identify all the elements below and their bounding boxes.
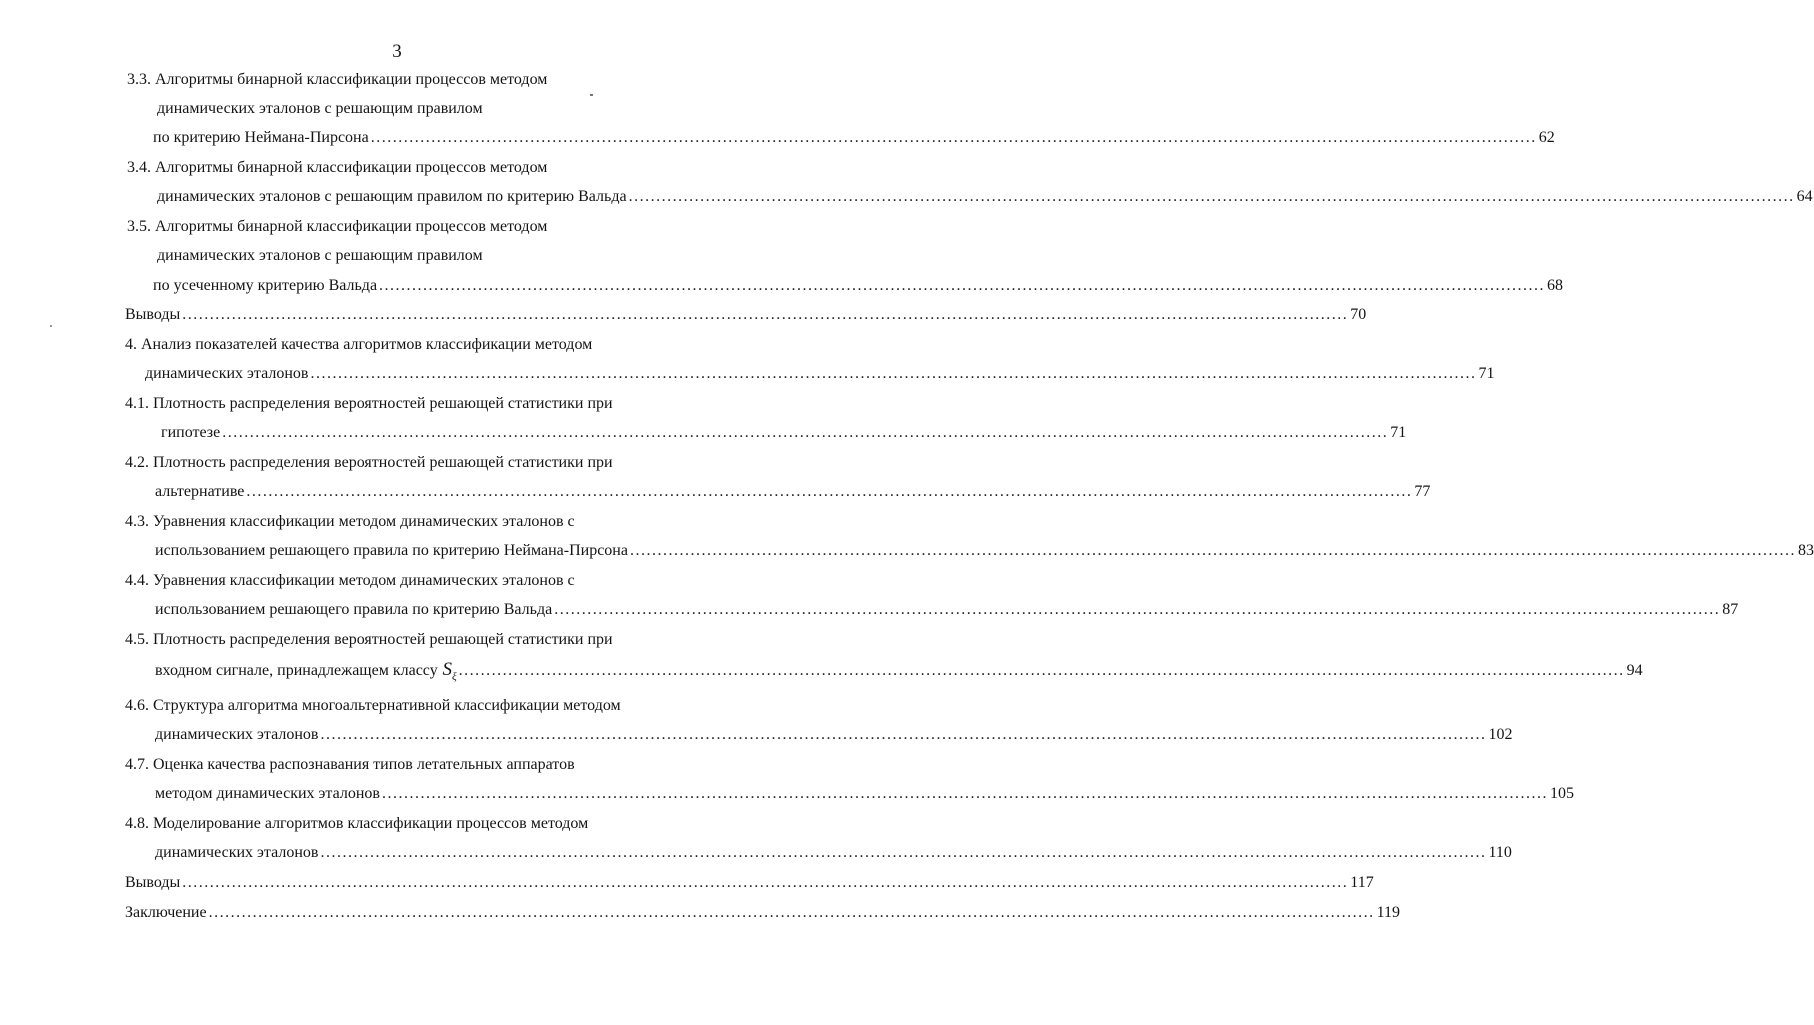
toc-line-4-8-b <box>155 842 1512 864</box>
toc-entry-text: 4.1. Плотность распределения вероятностей решающей статистики при <box>125 395 613 412</box>
toc-entry-text: 4. Анализ показателей качества алгоритмов классификации методом <box>125 336 593 353</box>
toc-page-number: 119 <box>1376 904 1400 921</box>
toc-page-number: 110 <box>1488 844 1512 861</box>
toc-page-number: 94 <box>1626 662 1643 679</box>
toc-page-number: 105 <box>1549 785 1574 802</box>
dot-leader: .................................................................................................................................................................................................................... <box>246 483 1413 500</box>
toc-entry-text: динамических эталонов с решающим правилом <box>157 247 483 264</box>
toc-entry-text: 3.3. Алгоритмы бинарной классификации процессов методом <box>127 71 548 88</box>
class-symbol <box>438 659 457 688</box>
toc-entry-text: по усеченному критерию Вальда <box>153 277 378 294</box>
toc-entry-text: 3.4. Алгоритмы бинарной классификации процессов методом <box>127 159 548 176</box>
toc-entry-text: Выводы <box>125 306 181 323</box>
toc-entry-text: 4.7. Оценка качества распознавания типов летательных аппаратов <box>125 756 575 773</box>
toc-line-4-1-b <box>161 422 1407 444</box>
toc-page-number: 68 <box>1547 277 1564 294</box>
toc-line-3-5-a <box>127 216 547 238</box>
toc-page-number: 71 <box>1390 424 1407 441</box>
class-symbol-subscript: ξ <box>451 671 457 683</box>
toc-line-4-1-a <box>125 393 613 415</box>
toc-line-4-3-a <box>125 511 575 533</box>
toc-page-number: 117 <box>1350 874 1374 891</box>
toc-page-number: 87 <box>1722 601 1739 618</box>
toc-line-zakl <box>125 902 1400 924</box>
dot-leader: .................................................................................................................................................................................................................... <box>628 188 1795 205</box>
toc-line-3-3-b <box>157 98 483 120</box>
scan-speck <box>590 94 593 96</box>
toc-entry-text: методом динамических эталонов <box>155 785 380 802</box>
toc-page-number: 83 <box>1797 542 1814 559</box>
toc-line-vyvody-1 <box>125 304 1367 326</box>
dot-leader: .................................................................................................................................................................................................................... <box>320 726 1487 743</box>
toc-entry-text: альтернативе <box>155 483 245 500</box>
dot-leader: .................................................................................................................................................................................................................... <box>320 844 1487 861</box>
dot-leader: .................................................................................................................................................................................................................... <box>222 424 1389 441</box>
toc-page-number: 64 <box>1796 188 1813 205</box>
toc-line-4-a <box>125 334 592 356</box>
toc-entry-text: использованием решающего правила по критерию Вальда <box>155 601 553 618</box>
toc-line-4-6-a <box>125 695 621 717</box>
toc-entry-text: динамических эталонов <box>145 365 309 382</box>
dot-leader: .................................................................................................................................................................................................................... <box>629 542 1796 559</box>
toc-line-4-7-b <box>155 783 1574 805</box>
toc-line-3-5-b <box>157 245 483 267</box>
dot-leader: .................................................................................................................................................................................................................... <box>182 874 1349 891</box>
dot-leader: .................................................................................................................................................................................................................... <box>379 277 1546 294</box>
toc-line-4-5-b <box>155 659 1643 683</box>
toc-line-4-4-a <box>125 570 575 592</box>
toc-line-4-b <box>145 363 1495 385</box>
toc-entry-text: 4.5. Плотность распределения вероятностей решающей статистики при <box>125 631 613 648</box>
toc-entry-text: гипотезе <box>161 424 221 441</box>
toc-entry-text: входном сигнале, принадлежащем классу <box>155 662 438 679</box>
page-number: 3 <box>392 41 402 62</box>
toc-entry-text: динамических эталонов <box>155 844 319 861</box>
toc-line-4-3-b <box>155 540 1814 562</box>
toc-entry-text: использованием решающего правила по критерию Неймана-Пирсона <box>155 542 628 559</box>
toc-line-3-3-a <box>127 69 547 91</box>
toc-entry-text: динамических эталонов с решающим правилом <box>157 100 483 117</box>
toc-line-4-8-a <box>125 813 588 835</box>
toc-page-number: 77 <box>1414 483 1431 500</box>
toc-page-number: 70 <box>1350 306 1367 323</box>
toc-entry-text: 4.4. Уравнения классификации методом динамических эталонов с <box>125 572 575 589</box>
toc-entry-text: Заключение <box>125 904 207 921</box>
toc-page-number: 62 <box>1538 129 1555 146</box>
toc-entry-text: динамических эталонов с решающим правилом по критерию Вальда <box>157 188 627 205</box>
toc-entry-text: 3.5. Алгоритмы бинарной классификации процессов методом <box>127 218 548 235</box>
toc-line-4-4-b <box>155 599 1739 621</box>
class-symbol-letter: S <box>442 659 452 680</box>
toc-entry-text: 4.2. Плотность распределения вероятностей решающей статистики при <box>125 454 613 471</box>
toc-line-4-2-b <box>155 481 1431 503</box>
toc-entry-text: Выводы <box>125 874 181 891</box>
dot-leader: .................................................................................................................................................................................................................... <box>310 365 1477 382</box>
toc-entry-text: динамических эталонов <box>155 726 319 743</box>
dot-leader: .................................................................................................................................................................................................................... <box>370 129 1537 146</box>
dot-leader: .................................................................................................................................................................................................................... <box>554 601 1721 618</box>
dot-leader: .................................................................................................................................................................................................................... <box>208 904 1375 921</box>
toc-entry-text: 4.6. Структура алгоритма многоальтернативной классификации методом <box>125 697 621 714</box>
toc-page-number: 71 <box>1478 365 1495 382</box>
dot-leader: .................................................................................................................................................................................................................... <box>381 785 1548 802</box>
toc-page-number: 102 <box>1488 726 1513 743</box>
dot-leader: .................................................................................................................................................................................................................... <box>458 662 1625 679</box>
toc-line-3-4-a <box>127 157 547 179</box>
toc-line-4-2-a <box>125 452 613 474</box>
toc-entry-text: по критерию Неймана-Пирсона <box>153 129 369 146</box>
toc-line-3-3-c <box>153 127 1555 149</box>
toc-entry-text: 4.3. Уравнения классификации методом динамических эталонов с <box>125 513 575 530</box>
scan-speck <box>50 325 52 327</box>
toc-line-4-6-b <box>155 724 1513 746</box>
toc-line-3-5-c <box>153 275 1564 297</box>
toc-line-vyvody-2 <box>125 872 1374 894</box>
dot-leader: .................................................................................................................................................................................................................... <box>182 306 1349 323</box>
toc-line-4-5-a <box>125 629 613 651</box>
toc-entry-text: 4.8. Моделирование алгоритмов классификации процессов методом <box>125 815 589 832</box>
toc-line-3-4-b <box>157 186 1813 208</box>
toc-line-4-7-a <box>125 754 575 776</box>
